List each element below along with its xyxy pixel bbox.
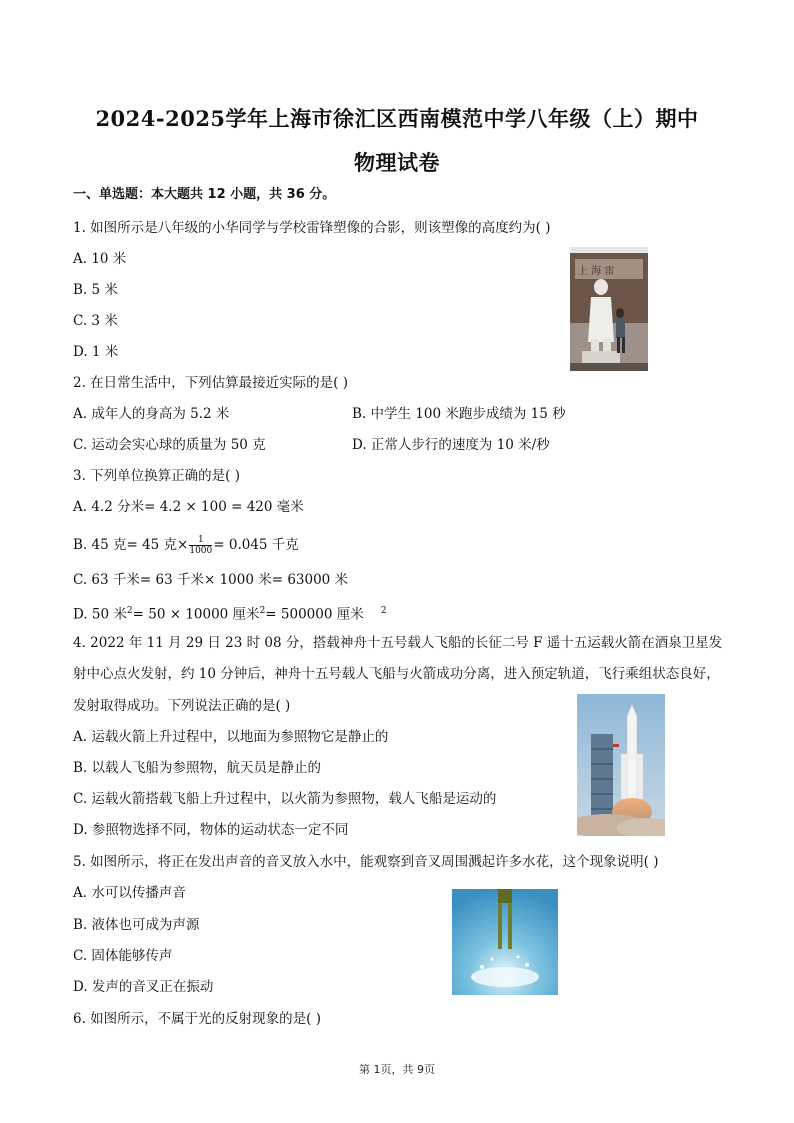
q4-option-b: B. 以载人飞船为参照物，航天员是静止的 [73,760,322,776]
tuning-fork-water-photo [452,889,558,995]
section-heading: 一、单选题：本大题共 12 小题，共 36 分。 [73,187,336,202]
rocket-photo [577,694,665,836]
q2-option-d: D. 正常人步行的速度为 10 米/秒 [352,437,550,453]
q1-stem: 1. 如图所示是八年级的小华同学与学校雷锋塑像的合影，则该塑像的高度约为( ) [73,220,551,236]
q3-stem: 3. 下列单位换算正确的是( ) [73,468,240,484]
q1-option-d: D. 1 米 [73,344,119,360]
q1-option-c: C. 3 米 [73,313,118,329]
q4-stem-line1: 4. 2022 年 11 月 29 日 23 时 08 分，搭载神舟十五号载人飞船的长征二号 F 遥十五运载火箭在酒泉卫星发 [73,635,723,651]
statue-photo [570,247,648,371]
q3-option-c: C. 63 千米= 63 千米× 1000 米= 63000 米 [73,572,349,588]
q3-option-b: B. 45 克= 45 克× $\frac{1}{1000}$ = 0.045 千克 [73,535,299,556]
q4-option-d: D. 参照物选择不同，物体的运动状态一定不同 [73,822,349,838]
q4-option-a: A. 运载火箭上升过程中，以地面为参照物它是静止的 [73,729,389,745]
q1-option-a: A. 10 米 [73,251,127,267]
q4-option-c: C. 运载火箭搭载飞船上升过程中，以火箭为参照物，载人飞船是运动的 [73,791,497,807]
page-footer: 第 1页，共 9页 [359,1063,435,1076]
q2-stem: 2. 在日常生活中，下列估算最接近实际的是( ) [73,375,348,391]
q2-option-b: B. 中学生 100 米跑步成绩为 15 秒 [352,406,566,422]
q6-stem: 6. 如图所示，不属于光的反射现象的是( ) [73,1011,321,1027]
q4-stem-line3: 发射取得成功。下列说法正确的是( ) [73,698,291,714]
q1-option-b: B. 5 米 [73,282,118,298]
q5-stem: 5. 如图所示，将正在发出声音的音叉放入水中，能观察到音叉周围溅起许多水花，这个现象说明( ) [73,854,659,870]
q3-option-a: A. 4.2 分米= 4.2 × 100 = 420 毫米 [73,499,304,515]
exam-title-line1: 2024-2025学年上海市徐汇区西南模范中学八年级（上）期中 [95,106,699,131]
q4-stem-line2: 射中心点火发射，约 10 分钟后，神舟十五号载人飞船与火箭成功分离，进入预定轨道，飞行乘组状态良好， [73,666,720,682]
q5-option-d: D. 发声的音叉正在振动 [73,979,214,995]
q3-option-d: D. 50 米$^2$= 50 × 10000 厘米$^2$= 500000 厘米 $^2$ [73,606,387,623]
exam-title-line2: 物理试卷 [354,150,440,175]
q5-option-b: B. 液体也可成为声源 [73,917,200,933]
statue-sign-text: 上 海 雷 [578,266,615,277]
q2-option-a: A. 成年人的身高为 5.2 米 [73,406,230,422]
fraction: $\frac{1}{1000}$ [189,535,213,556]
q5-option-c: C. 固体能够传声 [73,948,173,964]
q5-option-a: A. 水可以传播声音 [73,885,186,901]
q2-option-c: C. 运动会实心球的质量为 50 克 [73,437,266,453]
